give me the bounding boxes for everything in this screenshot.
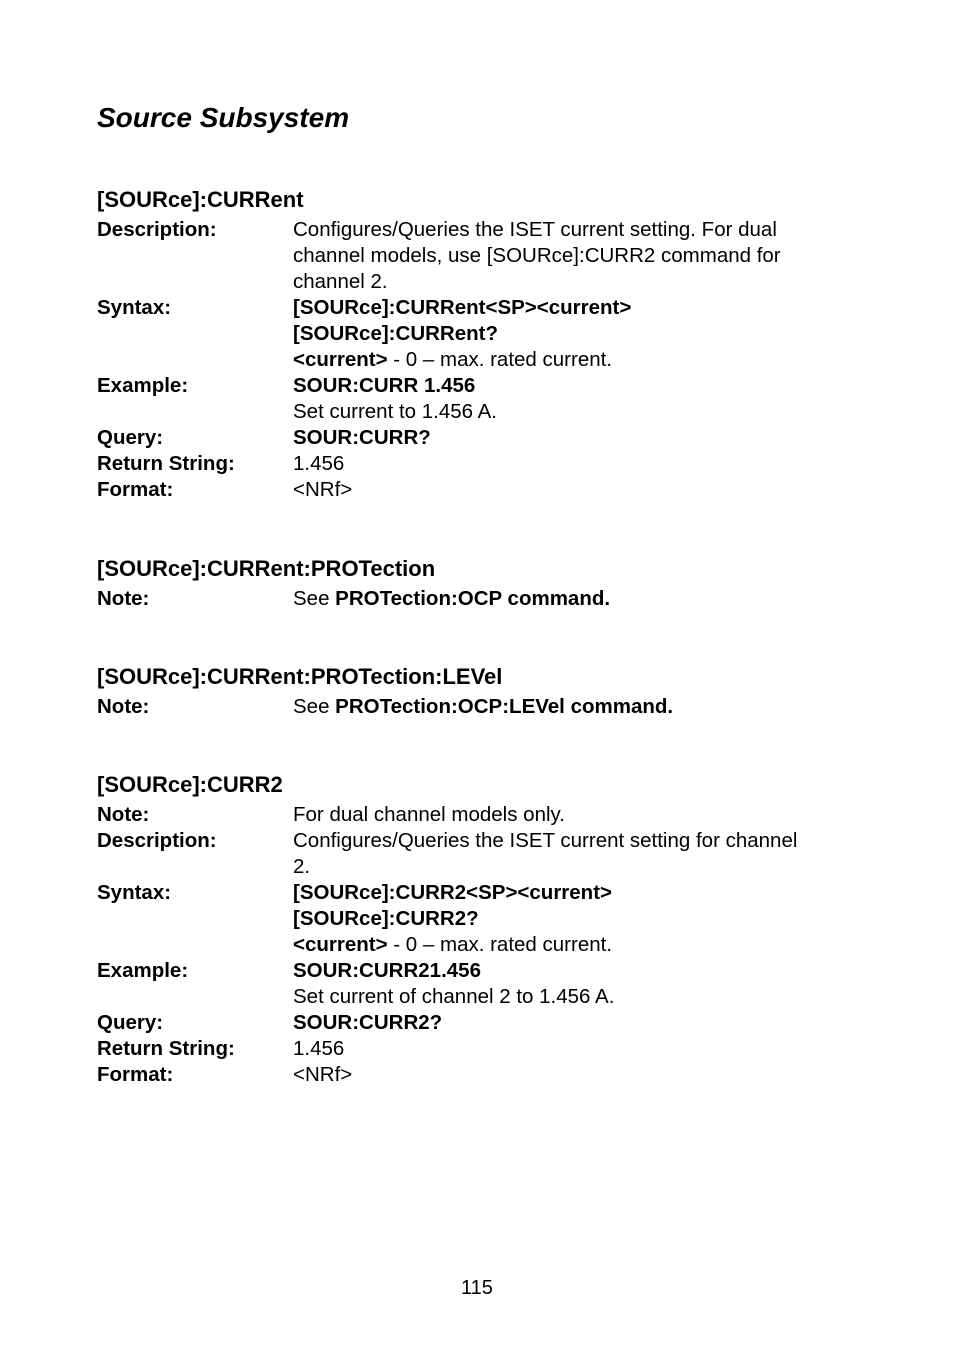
syntax-row bbox=[97, 880, 867, 958]
query-value: SOUR:CURR? bbox=[293, 426, 431, 449]
syntax-label: Syntax: bbox=[97, 881, 172, 904]
return-string-label: Return String: bbox=[97, 1037, 235, 1060]
syntax-param-desc: - 0 – max. rated current. bbox=[387, 933, 613, 956]
note-command: PROTection:OCP:LEVel command. bbox=[335, 695, 674, 718]
description-line: channel models, use [SOURce]:CURR2 command for bbox=[293, 244, 781, 267]
example-command: SOUR:CURR 1.456 bbox=[293, 374, 476, 397]
example-row bbox=[97, 958, 867, 1010]
section-heading: [SOURce]:CURRent bbox=[97, 187, 304, 212]
description-row bbox=[97, 828, 867, 880]
note-prefix: See bbox=[293, 695, 336, 718]
query-value: SOUR:CURR2? bbox=[293, 1011, 443, 1034]
description-line: Configures/Queries the ISET current setting. For dual bbox=[293, 218, 777, 241]
section-source-current-protection-level bbox=[97, 660, 867, 720]
return-string-row bbox=[97, 451, 867, 477]
description-label: Description: bbox=[97, 218, 217, 241]
note-prefix: See bbox=[293, 587, 336, 610]
note-label: Note: bbox=[97, 587, 150, 610]
query-row bbox=[97, 425, 867, 451]
note-row bbox=[97, 802, 867, 828]
example-label: Example: bbox=[97, 374, 189, 397]
example-text: Set current of channel 2 to 1.456 A. bbox=[293, 985, 615, 1008]
syntax-param: <current> bbox=[293, 933, 388, 956]
query-row bbox=[97, 1010, 867, 1036]
note-value: For dual channel models only. bbox=[293, 803, 565, 826]
example-row bbox=[97, 373, 867, 425]
format-label: Format: bbox=[97, 478, 174, 501]
format-row bbox=[97, 477, 867, 503]
example-text: Set current to 1.456 A. bbox=[293, 400, 497, 423]
query-label: Query: bbox=[97, 1011, 164, 1034]
syntax-param: <current> bbox=[293, 348, 388, 371]
note-label: Note: bbox=[97, 803, 150, 826]
format-row bbox=[97, 1062, 867, 1088]
note-row bbox=[97, 694, 867, 720]
description-label: Description: bbox=[97, 829, 217, 852]
example-label: Example: bbox=[97, 959, 189, 982]
section-heading: [SOURce]:CURRent:PROTection:LEVel bbox=[97, 664, 503, 689]
format-value: <NRf> bbox=[293, 1063, 353, 1086]
example-command: SOUR:CURR21.456 bbox=[293, 959, 481, 982]
page-title: Source Subsystem bbox=[97, 102, 350, 133]
description-value bbox=[293, 828, 867, 880]
format-label: Format: bbox=[97, 1063, 174, 1086]
example-value bbox=[293, 958, 867, 1010]
section-heading: [SOURce]:CURRent:PROTection bbox=[97, 556, 436, 581]
section-heading: [SOURce]:CURR2 bbox=[97, 772, 283, 797]
description-line: channel 2. bbox=[293, 270, 388, 293]
return-string-row bbox=[97, 1036, 867, 1062]
description-value bbox=[293, 217, 867, 295]
return-string-label: Return String: bbox=[97, 452, 235, 475]
syntax-query: [SOURce]:CURRent? bbox=[293, 322, 498, 345]
format-value: <NRf> bbox=[293, 478, 353, 501]
syntax-command: [SOURce]:CURR2<SP><current> bbox=[293, 881, 612, 904]
section-source-current-protection bbox=[97, 552, 867, 612]
syntax-value bbox=[293, 880, 867, 958]
note-label: Note: bbox=[97, 695, 150, 718]
section-source-curr2 bbox=[97, 768, 867, 1088]
syntax-row bbox=[97, 295, 867, 373]
return-string-value: 1.456 bbox=[293, 1037, 345, 1060]
syntax-label: Syntax: bbox=[97, 296, 172, 319]
note-command: PROTection:OCP command. bbox=[335, 587, 611, 610]
description-line: 2. bbox=[293, 855, 311, 878]
example-value bbox=[293, 373, 867, 425]
section-source-current bbox=[97, 183, 867, 503]
syntax-param-desc: - 0 – max. rated current. bbox=[387, 348, 613, 371]
description-row bbox=[97, 217, 867, 295]
return-string-value: 1.456 bbox=[293, 452, 345, 475]
note-row bbox=[97, 586, 867, 612]
query-label: Query: bbox=[97, 426, 164, 449]
syntax-value bbox=[293, 295, 867, 373]
syntax-command: [SOURce]:CURRent<SP><current> bbox=[293, 296, 632, 319]
syntax-query: [SOURce]:CURR2? bbox=[293, 907, 479, 930]
description-line: Configures/Queries the ISET current setting for channel bbox=[293, 829, 798, 852]
page-number: 115 bbox=[461, 1277, 493, 1299]
